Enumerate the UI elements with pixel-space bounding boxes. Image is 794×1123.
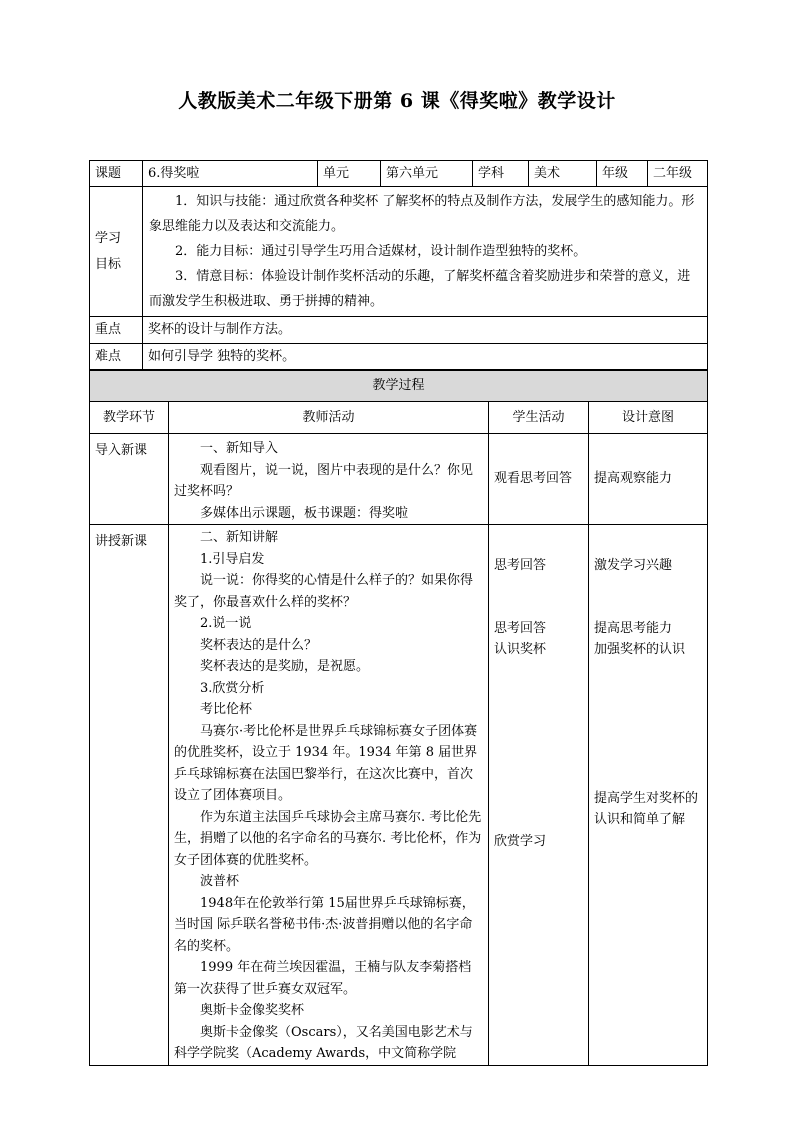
- lesson-value: 6.得奖啦: [143, 161, 318, 187]
- table-row: [90, 434, 708, 525]
- teach-intent-3: 加强奖杯的认识: [594, 642, 686, 657]
- key-label: 重点: [90, 317, 143, 344]
- col-stage: 教学环节: [90, 402, 169, 434]
- info-table: [89, 160, 708, 370]
- intro-teacher: [169, 434, 489, 525]
- goal-ability: 2．能力目标：通过引导学生巧用合适媒材，设计制作造型独特的奖杯。: [175, 244, 587, 259]
- teach-line-5: 奖杯表达的是什么？: [200, 637, 318, 653]
- teach-student-2: 思考回答: [494, 620, 547, 636]
- grade-label: 年级: [597, 161, 648, 187]
- teach-student-4: 欣赏学习: [494, 833, 547, 849]
- teach-line-13: 1999 年在荷兰埃因霍温，王楠与队友李菊搭档第一次获得了世乒赛女双冠军。: [174, 960, 472, 997]
- goal-emotion: 3．情意目标：体验设计制作奖杯活动的乐趣，了解奖杯蕴含着奖励进步和荣誉的意义，进而激发学生积极进取、勇于拼搏的精神。: [149, 269, 691, 309]
- teach-teacher: [169, 525, 489, 1066]
- teach-line-8: 考比伦杯: [200, 702, 253, 717]
- intro-stage: 导入新课: [90, 434, 169, 525]
- col-intent: 设计意图: [589, 402, 708, 434]
- intro-line-2: 观看图片，说一说，图片中表现的是什么？你见过奖杯吗？: [174, 462, 474, 499]
- grade-value: 二年级: [648, 161, 708, 187]
- teach-line-15: 奥斯卡金像奖（Oscars），又名美国电影艺术与科学学院奖（Academy Awards，中文简称学院: [174, 1024, 473, 1061]
- intro-line-1: 一、新知导入: [200, 441, 279, 456]
- unit-label: 单元: [318, 161, 381, 187]
- teach-student-3: 认识奖杯: [494, 642, 547, 657]
- goal-knowledge: 1．知识与技能：通过欣赏各种奖杯 了解奖杯的特点及制作方法，发展学生的感知能力。形象思维能力以及表达和交流能力。: [149, 194, 695, 234]
- process-table: [89, 370, 708, 1066]
- col-teacher: 教师活动: [169, 402, 489, 434]
- goals-label: [90, 187, 143, 317]
- teach-line-4: 2.说一说: [200, 616, 252, 631]
- intro-line-3: 多媒体出示课题，板书课题：得奖啦: [200, 505, 409, 521]
- teach-intent-4: 提高学生对奖杯的认识和简单了解: [594, 790, 699, 827]
- teach-line-12: 1948年在伦敦举行第 15届世界乒乓球锦标赛，当时国 际乒联名誉秘书伟·杰·波普捐赠以他的名字命名的奖杯。: [174, 895, 475, 954]
- subject-value: 美术: [529, 161, 597, 187]
- unit-value: 第六单元: [381, 161, 473, 187]
- goals-label-line-2: 目标: [95, 256, 122, 272]
- teach-intent-2: 提高思考能力: [594, 620, 673, 636]
- teach-line-10: 作为东道主法国乒乓球协会主席马赛尔. 考比伦先生，捐赠了以他的名字命名的马赛尔. 考比伦杯，作为女子团体赛的优胜奖杯。: [174, 809, 482, 868]
- teach-line-6: 奖杯表达的是奖励，是祝愿。: [200, 659, 370, 674]
- teach-line-9: 马赛尔·考比伦杯是世界乒乓球锦标赛女子团体赛的优胜奖杯，设立于 1934 年。1934 年第 8 届世界乒乓球锦标赛在法国巴黎举行，在这次比赛中，首次设立了团体赛项目。: [174, 723, 478, 803]
- page-title: 人教版美术二年级下册第 6 课《得奖啦》教学设计: [178, 90, 616, 112]
- intro-intent: 提高观察能力: [589, 434, 708, 525]
- teach-student-1: 思考回答: [494, 558, 547, 573]
- teach-line-1: 二、新知讲解: [200, 530, 279, 545]
- teach-intent-1: 激发学习兴趣: [594, 558, 673, 573]
- teach-stage: 讲授新课: [90, 525, 169, 1066]
- table-row: [90, 525, 708, 1066]
- teach-line-2: 1.引导启发: [200, 551, 265, 567]
- teach-line-11: 波普杯: [200, 874, 240, 889]
- teach-line-14: 奥斯卡金像奖奖杯: [200, 1003, 305, 1018]
- teach-line-3: 说一说：你得奖的心情是什么样子的？如果你得奖了，你最喜欢什么样的奖杯？: [174, 573, 474, 610]
- subject-label: 学科: [473, 161, 529, 187]
- intro-student: 观看思考回答: [489, 434, 589, 525]
- difficulty-value: 如何引导学 独特的奖杯。: [143, 344, 708, 370]
- key-value: 奖杯的设计与制作方法。: [143, 317, 708, 344]
- difficulty-label: 难点: [90, 344, 143, 370]
- teach-line-7: 3.欣赏分析: [200, 680, 265, 696]
- col-student: 学生活动: [489, 402, 589, 434]
- process-header: 教学过程: [90, 371, 708, 402]
- goals-content: [143, 187, 708, 317]
- teach-student: [489, 525, 589, 1066]
- lesson-label: 课题: [90, 161, 143, 187]
- goals-label-line-1: 学习: [95, 230, 122, 246]
- teach-intent: [589, 525, 708, 1066]
